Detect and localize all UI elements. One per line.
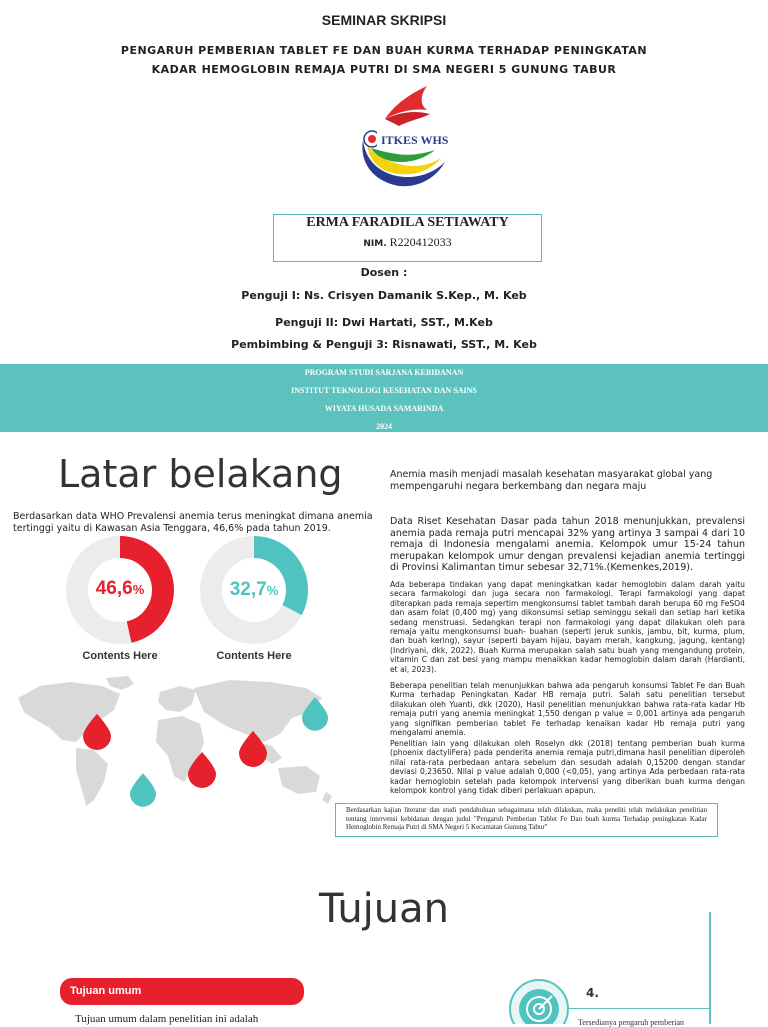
- institution-band: [0, 364, 768, 432]
- tujuan-right-text: Tersedianya pengaruh pemberian: [578, 1018, 685, 1027]
- who-text: Berdasarkan data WHO Prevalensi anemia terus meningkat dimana anemia tertinggi yaitu di Kawasan Asia Tenggara, 46,6% pada tahun 2019.: [13, 511, 373, 534]
- penguji-2: Penguji II: Dwi Hartati, SST., M.Keb: [275, 316, 493, 329]
- thesis-title: [0, 41, 768, 79]
- band-line1: PROGRAM STUDI SARJANA KEBIDANAN: [304, 368, 464, 377]
- paragraph-anemia: Anemia masih menjadi masalah kesehatan masyarakat global yang mempengaruhi negara berkembang dan negara maju: [390, 469, 713, 492]
- band-line2: INSTITUT TEKNOLOGI KESEHATAN DAN SAINS: [291, 386, 477, 395]
- itkes-logo: [355, 84, 455, 192]
- map-pin-teal-2: [130, 773, 156, 807]
- paragraph-tindakan: Ada beberapa tindakan yang dapat meningkatkan kadar hemoglobin dalam darah yaitu secara farmakologi dan juga secara non farmakologi. Terapi farmakologi yang dapat diterapkan pada remaja sepertim mengkonsumsi tablet tambah darah berupa 60 mg FeSO4 dan asam folat (0,400 mg) yang dikonsumsi setiap seminggu sekali dan setiap hari ketika sedang menstruasi. Sedangkan terapi non farmakologi yang dapat dilakukan oleh para remaja yaitu mengkonsumsi buah- buahan (seperti jeruk sunkis, jambu, bit, kurma, plum, dan buah kering), sayur (seperti bayam hijau, bayam merah, kangkung, jagung, kentang) (Indriyani, dkk, 2022). Buah Kurma merupakan salah satu buah yang mengandung protein, vitamin C dan zat besi yang mampu menaikkan kadar hemoglobin dalam darah (Hardianti, et al, 2023).: [390, 580, 745, 674]
- donut-2-value: [198, 579, 310, 601]
- donut-1-value: [64, 578, 176, 600]
- band-line3: WIYATA HUSADA SAMARINDA: [324, 404, 444, 413]
- donut-2-percent: %: [266, 583, 279, 598]
- donut-1-number: 46,6: [95, 578, 133, 599]
- tujuan-title: Tujuan: [318, 886, 450, 932]
- conclusion-box: Berdasarkan kajian literatur dan studi pendahuluan sebagaimana telah dilakukan, maka peneliti telah melakukan penelitian tentang intervensi kebidanan dengan judul "Pengaruh Pemberian Tablet Fe Dan buah kurma Terhadap peningkatan Kadar Hemoglobin Remaja Putri di SMA Negeri 5 Kecamatan Gunung Tabur": [335, 803, 718, 837]
- target-icon: [508, 978, 570, 1024]
- student-name: ERMA FARADILA SETIAWATY: [306, 215, 509, 230]
- tujuan-umum-text: Tujuan umum dalam penelitian ini adalah: [75, 1013, 259, 1025]
- donut-1-label: Contents Here: [82, 650, 158, 662]
- paragraph-penelitian: Beberapa penelitian telah menunjukkan bahwa ada pengaruh konsumsi Tablet Fe dan Buah Kurma terhadap Peningkatan Kadar HB remaja putri. Salah satu penelitian tersebut dilakukan oleh Yuanti, dkk (2020), Hasil penelitian menunjukkan bahwa rata-rata kadar Hb remaja putri yang anemia meningkat 1,550 dengan p value = 0,001 artinya ada pengaruh yang signifikan pemberian tablet Fe terhadap kenaikan kadar Hb remaja putri yang mengalami anemia.: [390, 681, 745, 738]
- nim-value: R220412033: [389, 235, 452, 249]
- band-line4: 2024: [376, 422, 392, 431]
- map-pin-red-1: [83, 714, 111, 750]
- latar-title: Latar belakang: [58, 452, 343, 496]
- student-name-box: [273, 214, 542, 262]
- map-pin-teal-1: [302, 697, 328, 731]
- thesis-title-line2: KADAR HEMOGLOBIN REMAJA PUTRI DI SMA NEGERI 5 GUNUNG TABUR: [151, 63, 617, 76]
- logo-text: ITKES WHS: [381, 133, 449, 147]
- world-map: [10, 672, 335, 812]
- thesis-title-line1: PENGARUH PEMBERIAN TABLET FE DAN BUAH KURMA TERHADAP PENINGKATAN: [120, 44, 648, 57]
- paragraph-roselyn: Penelitian lain yang dilakukan oleh Roselyn dkk (2018) tentang pemberian buah kurma (phoenix dactyliFera) pada penderita anemia remaja putri,dimana hasil penelitian diperoleh nilai rata-rata perbedaan antara sebelum dan sesudah adalah 0,15200 dengan standar deviasi 0,23650. Nilai p value adalah 0,000 (<0,05), yang artinya Ada perbedaan rata-rata kadar hemoglobin setelah pada kelompok intervensi yang diberikan buah kurma dengan kelompok kontrol yang tidak diberi perlakuan apapun.: [390, 739, 745, 796]
- tujuan-divider-horizontal: [566, 1008, 711, 1009]
- tujuan-umum-pill: Tujuan umum: [60, 978, 304, 1005]
- donut-2-label: Contents Here: [216, 650, 292, 662]
- donut-2-number: 32,7: [229, 579, 267, 600]
- student-nim: [274, 235, 541, 250]
- nim-label: NIM.: [363, 239, 387, 249]
- dosen-heading: Dosen :: [360, 266, 408, 279]
- penguji-1: Penguji I: Ns. Crisyen Damanik S.Kep., M. Keb: [241, 289, 527, 302]
- donut-1-percent: %: [132, 582, 145, 597]
- map-pin-red-3: [239, 731, 267, 767]
- penguji-3: Pembimbing & Penguji 3: Risnawati, SST., M. Keb: [231, 338, 537, 351]
- paragraph-riskesdas: Data Riset Kesehatan Dasar pada tahun 2018 menunjukkan, prevalensi anemia pada remaja putri mencapai 32% yang artinya 3 sampai 4 dari 10 remaja di Indonesia mengalami anemia. Kelompok umur 15-24 tahun merupakan kelompok umur dengan prevalensi kejadian anemia tertinggi di Provinsi Kalimantan timur sebesar 32,71%.(Kemenkes,2019).: [390, 516, 745, 573]
- map-pin-red-2: [188, 752, 216, 788]
- seminar-title: SEMINAR SKRIPSI: [321, 12, 447, 28]
- tujuan-number: 4.: [586, 986, 599, 1000]
